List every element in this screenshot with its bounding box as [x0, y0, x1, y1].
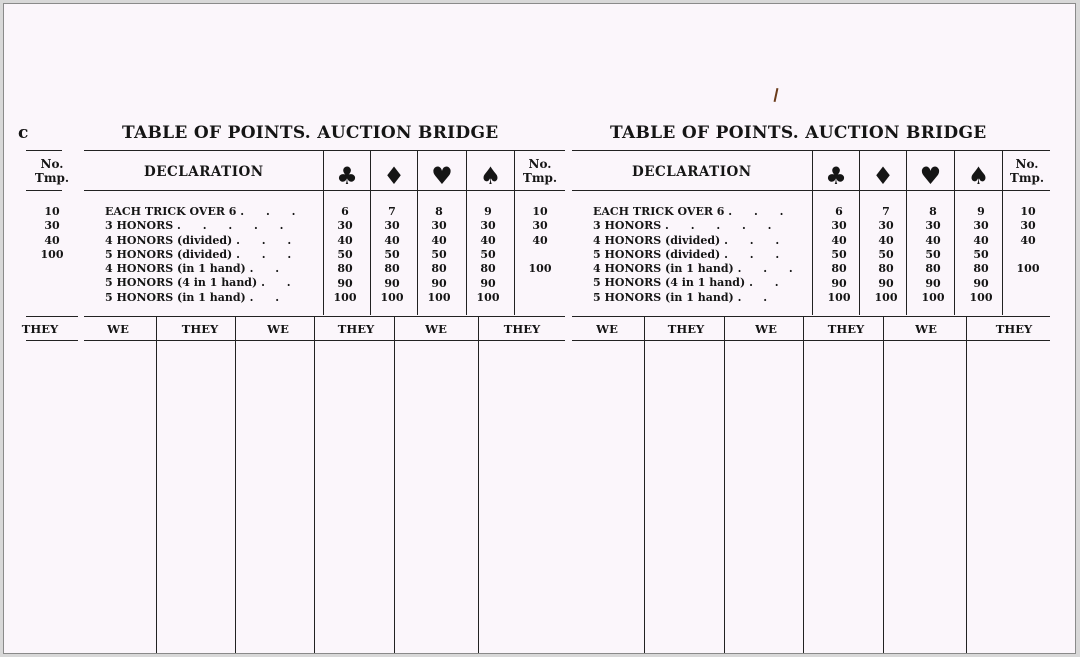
table-cell: 50: [480, 247, 496, 261]
left-declaration-labels: [105, 205, 304, 305]
table-row: 5 HONORS (4 in 1 hand) . .: [593, 276, 788, 290]
score-column-divider: [394, 316, 395, 653]
table-cell: 100: [874, 290, 898, 304]
score-column-header: THEY: [827, 322, 865, 336]
table-cell: 90: [431, 276, 447, 290]
table-cell: 30: [925, 219, 941, 233]
table-cell: 100: [1016, 262, 1040, 276]
table-cell: 10: [532, 205, 548, 218]
heart-icon: ♥: [919, 162, 942, 190]
table-cell: 8: [435, 205, 443, 218]
table-cell: 100: [921, 290, 945, 304]
left-no-tmp-values: 10 30 40 100: [40, 205, 64, 261]
table-row: 5 HONORS (in 1 hand) . .: [593, 290, 777, 304]
table-cell: 40: [337, 233, 353, 247]
table-cell: 9: [484, 205, 492, 218]
table-cell: 50: [831, 247, 847, 261]
table-cell: 100: [380, 290, 404, 304]
table-cell: 40: [1020, 233, 1036, 247]
table-cell: 9: [977, 205, 985, 218]
table-cell: 80: [878, 262, 894, 276]
table-cell: 40: [384, 233, 400, 247]
score-column-header: WE: [755, 322, 777, 336]
right-no-tmp-header: No. Tmp.: [1009, 157, 1045, 185]
table-cell: 30: [973, 219, 989, 233]
table-cell: 90: [480, 276, 496, 290]
table-cell: 80: [431, 262, 447, 276]
table-cell: 50: [925, 247, 941, 261]
table-row: 4 HONORS (in 1 hand) . .: [105, 262, 289, 276]
table-cell: 30: [384, 219, 400, 233]
table-cell: 30: [480, 219, 496, 233]
club-icon: ♣: [336, 162, 358, 190]
left-no-tmp-header: No. Tmp.: [34, 157, 70, 185]
score-column-header: THEY: [21, 322, 59, 336]
score-column-header: THEY: [181, 322, 219, 336]
spade-icon: ♠: [479, 162, 502, 190]
left-declaration-header: DECLARATION: [144, 164, 264, 180]
table-cell: 30: [878, 219, 894, 233]
spade-icon: ♠: [967, 162, 990, 190]
table-cell: 80: [480, 262, 496, 276]
score-column-header: THEY: [667, 322, 705, 336]
table-cell: 40: [925, 233, 941, 247]
table-cell: 6: [341, 205, 349, 218]
score-card: [3, 3, 1076, 654]
table-cell: 6: [835, 205, 843, 218]
table-cell: 40: [878, 233, 894, 247]
table-row: 5 HONORS (divided) . . .: [105, 247, 301, 261]
score-column-header: THEY: [503, 322, 541, 336]
table-cell: 50: [337, 247, 353, 261]
table-row: 3 HONORS . . . . .: [593, 219, 781, 233]
table-cell: 100: [827, 290, 851, 304]
table-cell: 80: [384, 262, 400, 276]
heart-icon: ♥: [431, 162, 453, 190]
right-declaration-labels: [593, 205, 802, 305]
table-cell: 50: [431, 247, 447, 261]
table-cell: 8: [929, 205, 937, 218]
table-cell: 30: [337, 219, 353, 233]
table-cell: 90: [973, 276, 989, 290]
club-icon: ♣: [825, 162, 847, 190]
table-row: 4 HONORS (divided) . . .: [593, 233, 789, 247]
right-table-title: TABLE OF POINTS. AUCTION BRIDGE: [610, 123, 987, 143]
diamond-icon: ♦: [383, 162, 405, 190]
table-cell: 90: [878, 276, 894, 290]
diamond-icon: ♦: [872, 162, 894, 190]
table-cell: 50: [878, 247, 894, 261]
table-cell: 100: [476, 290, 500, 304]
score-column-divider: [803, 316, 804, 653]
score-column-header: WE: [915, 322, 937, 336]
table-cell: 80: [337, 262, 353, 276]
score-column-divider: [478, 316, 479, 653]
table-cell: 90: [925, 276, 941, 290]
table-row: 5 HONORS (4 in 1 hand) . .: [105, 276, 300, 290]
table-cell: 100: [333, 290, 357, 304]
score-column-divider: [235, 316, 236, 653]
table-cell: 7: [388, 205, 396, 218]
table-cell: 100: [427, 290, 451, 304]
score-column-divider: [644, 316, 645, 653]
ink-mark: [774, 88, 779, 102]
table-row: 4 HONORS (divided) . . .: [105, 233, 301, 247]
score-column-header: WE: [107, 322, 129, 336]
table-cell: 100: [969, 290, 993, 304]
table-cell: 90: [337, 276, 353, 290]
table-cell: 30: [1020, 219, 1036, 233]
score-column-header: WE: [425, 322, 447, 336]
score-column-divider: [156, 316, 157, 653]
score-column-divider: [314, 316, 315, 653]
score-column-header: THEY: [995, 322, 1033, 336]
score-column-divider: [883, 316, 884, 653]
score-column-header: THEY: [337, 322, 375, 336]
score-column-header: WE: [267, 322, 289, 336]
left-no-tmp-header-2: No. Tmp.: [522, 157, 558, 185]
table-cell: 80: [973, 262, 989, 276]
table-row: 3 HONORS . . . . .: [105, 219, 293, 233]
table-cell: 80: [831, 262, 847, 276]
table-row: 5 HONORS (divided) . . .: [593, 247, 789, 261]
table-cell: 30: [532, 219, 548, 233]
table-cell: 40: [480, 233, 496, 247]
table-cell: 90: [831, 276, 847, 290]
table-cell: 40: [831, 233, 847, 247]
table-row: 4 HONORS (in 1 hand) . . .: [593, 262, 802, 276]
table-cell: 50: [973, 247, 989, 261]
score-column-divider: [724, 316, 725, 653]
score-column-divider: [966, 316, 967, 653]
table-cell: 100: [528, 262, 552, 276]
table-row: EACH TRICK OVER 6 . . .: [593, 205, 793, 218]
table-cell: 90: [384, 276, 400, 290]
table-row: EACH TRICK OVER 6 . . .: [105, 205, 305, 218]
table-cell: 30: [831, 219, 847, 233]
table-cell: 50: [384, 247, 400, 261]
score-column-header: WE: [596, 322, 618, 336]
table-cell: 30: [431, 219, 447, 233]
left-stub-mark: c: [18, 123, 29, 143]
table-cell: 40: [532, 233, 548, 247]
table-cell: 7: [882, 205, 890, 218]
right-declaration-header: DECLARATION: [632, 164, 752, 180]
table-cell: 80: [925, 262, 941, 276]
table-cell: 40: [431, 233, 447, 247]
table-row: 5 HONORS (in 1 hand) . .: [105, 290, 289, 304]
table-cell: 10: [1020, 205, 1036, 218]
left-table-title: TABLE OF POINTS. AUCTION BRIDGE: [122, 123, 499, 143]
table-cell: 40: [973, 233, 989, 247]
